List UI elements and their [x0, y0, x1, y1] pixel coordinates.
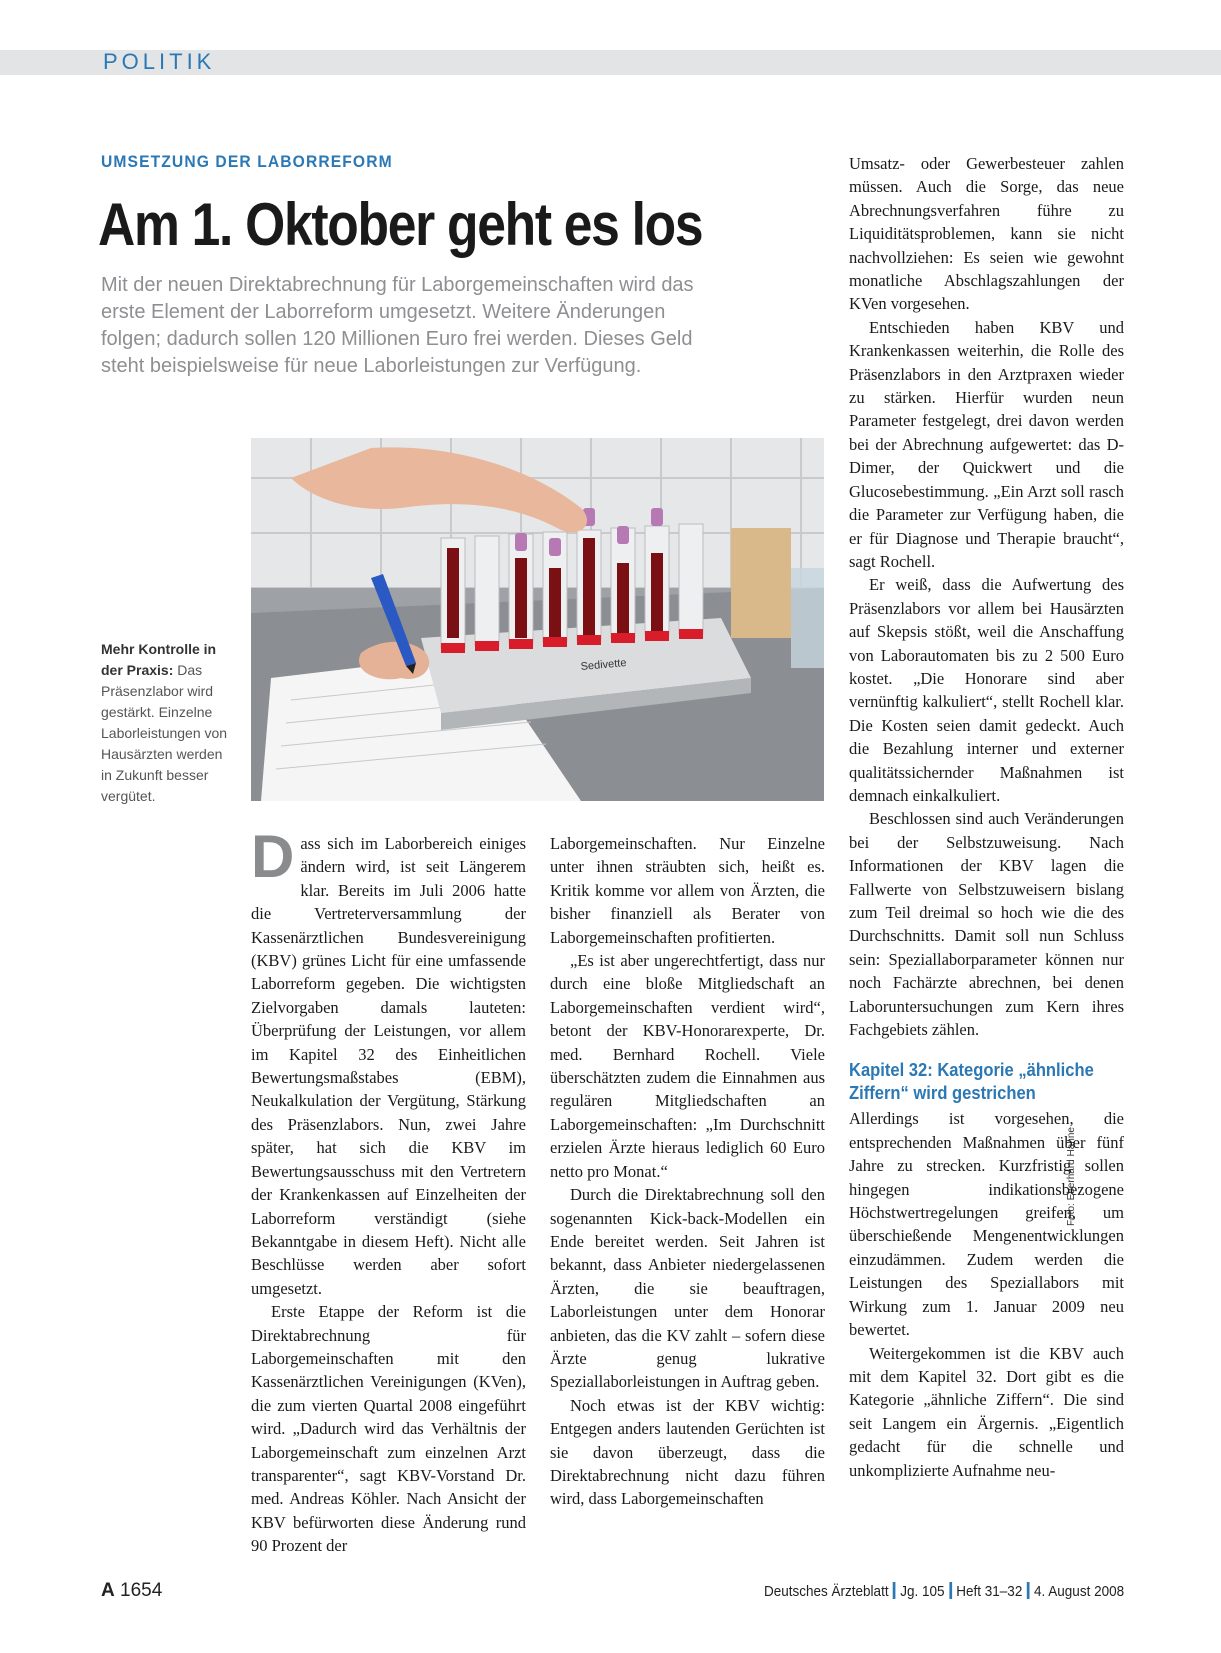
- paragraph: Durch die Direktabrechnung soll den sogenannten Kick-back-Modellen ein Ende bereitet werden. Seit Jahren ist bekannt, dass Anbieter niedergelassenen Ärzten, die sie beauftragen, Laborleistungen unter dem Honorar anbieten, das die KV zahlt – sofern diese Ärzte genug lukrative Speziallaborleistungen in Auftrag geben.: [550, 1185, 825, 1392]
- paragraph: Weitergekommen ist die KBV auch mit dem Kapitel 32. Dort gibt es die Kategorie „ähnliche Ziffern“. Die sind seit Langem ein Ärgernis. „Eigentlich gedacht für die schnelle und unkomplizierte Aufnahme neu-: [849, 1343, 1124, 1480]
- caption-text: Das Präsenzlabor wird gestärkt. Einzelne Laborleistungen von Hausärzten werden in Zukunft besser vergütet.: [101, 662, 228, 804]
- journal-name: Deutsches Ärzteblatt: [763, 1583, 889, 1600]
- photo-credit: Foto: Eberhard Hahne: [1066, 1127, 1077, 1226]
- article-headline: Am 1. Oktober geht es los: [98, 191, 703, 258]
- lead-line: Mit der neuen Direktabrechnung für Laborgemeinschaften wird das: [101, 274, 694, 296]
- footer-separator: [893, 1582, 896, 1599]
- lead-line: erste Element der Laborreform umgesetzt. Weitere Änderungen: [101, 301, 666, 323]
- paragraph: Erste Etappe der Reform ist die Direktabrechnung für Laborgemeinschaften mit den Kassenärztlichen Vereinigungen (KVen), die zum vierten Quartal 2008 eingeführt wird. „Dadurch wird das Verhältnis der Laborgemeinschaft zum einzelnen Arzt transparenter“, sagt KBV-Vorstand Dr. med. Andreas Köhler. Nach Ansicht der KBV befürworten diese Änderung rund 90 Prozent der: [251, 1302, 526, 1556]
- page-prefix: A: [101, 1580, 115, 1601]
- paragraph: Umsatz- oder Gewerbesteuer zahlen müssen. Auch die Sorge, das neue Abrechnungsverfahren führe zu Liquiditätsproblemen, kann sie nicht nachvollziehen: Es seien wie gewohnt monatliche Abschlagszahlungen der KVen vorgesehen.: [849, 154, 1124, 314]
- paragraph: Beschlossen sind auch Veränderungen bei der Selbstzuweisung. Nach Informationen der KBV lagen die Fallwerte von Selbstzuweisern bislang zum Teil dreimal so hoch wie die des Durchschnitts. Damit soll nun Schluss sein: Speziallaborparameter können nur noch Fachärzte abrechnen, bei denen Laboruntersuchungen zum Kern ihres Fachgebiets zählen.: [849, 809, 1124, 1040]
- journal-footer: [764, 1582, 1124, 1600]
- article-column-1: [251, 823, 526, 1558]
- drop-cap: D: [251, 823, 295, 890]
- article-kicker: UMSETZUNG DER LABORREFORM: [101, 152, 393, 171]
- footer-separator: [949, 1582, 952, 1599]
- footer-separator: [1027, 1582, 1030, 1599]
- page-number: [101, 1580, 162, 1602]
- caption-title: Mehr Kontrolle in der Praxis:: [101, 641, 217, 678]
- paragraph: Allerdings ist vorgesehen, die entsprechenden Maßnahmen über fünf Jahre zu strecken. Kurzfristig sollen hingegen indikationsbezogene Höchstwertregelungen greifen, um überschießende Mengenentwicklungen einzudämmen. Zudem werden die Leistungen des Speziallabors mit Wirkung zum 1. Januar 2009 neu bewertet.: [849, 1109, 1124, 1340]
- lead-line: steht beispielsweise für neue Laborleistungen zur Verfügung.: [101, 355, 642, 377]
- article-column-2: [550, 832, 825, 1511]
- rack-label: Sedivette: [580, 657, 627, 673]
- paragraph: Noch etwas ist der KBV wichtig: Entgegen anders lautenden Gerüchten ist sie davon überzeugt, dass die Direktabrechnung nicht dazu führen wird, dass Laborgemeinschaften: [550, 1395, 825, 1509]
- paragraph-text: ass sich im Laborbereich einiges ändern wird, ist seit Längerem klar. Bereits im Juli 2006 hatte die Vertreterversammlung der Kassenärztlichen Bundesvereinigung (KBV) grünes Licht für eine umfassende Laborreform gegeben. Die wichtigsten Zielvorgaben damals lauteten: Überprüfung der Leistungen, vor allem im Kapitel 32 des Einheitlichen Bewertungsmaßstabes (EBM), Neukalkulation der Vergütung, Stärkung des Präsenzlabors. Nun, zwei Jahre später, hat sich die KBV im Bewertungsausschuss mit den Vertretern der Krankenkassen auf Einzelheiten der Laborreform verständigt (siehe Bekanntgabe in diesem Heft). Nicht alle Beschlüsse werden aber sofort umgesetzt.: [251, 834, 526, 1298]
- page-number-value: 1654: [120, 1580, 163, 1601]
- article-column-3: [849, 152, 1124, 1482]
- article-lead: [101, 272, 801, 380]
- paragraph: Entschieden haben KBV und Krankenkassen weiterhin, die Rolle des Präsenzlabors in den Arztpraxen wieder zu stärken. Hierfür wurden neun Parameter festgelegt, drei davon werden bei der Abrechnung aufgewertet: das D-Dimer, der Quickwert und die Glucosebestimmung. „Ein Arzt soll rasch die Parameter zur Verfügung haben, die er für Diagnose und Therapie braucht“, sagt Rochell.: [849, 317, 1124, 571]
- journal-volume: Jg. 105: [900, 1583, 945, 1600]
- lead-line: folgen; dadurch sollen 120 Millionen Euro frei werden. Dieses Geld: [101, 328, 693, 350]
- photo-caption: [101, 639, 231, 807]
- section-subheading: Kapitel 32: Kategorie „ähnliche Ziffern“ wird gestrichen: [849, 1060, 1094, 1104]
- paragraph: Laborgemeinschaften. Nur Einzelne unter ihnen sträubten sich, heißt es. Kritik komme vor allem von Ärzten, die bisher finanziell als Berater von Laborgemeinschaften profitierten.: [550, 834, 825, 947]
- paragraph: Er weiß, dass die Aufwertung des Präsenzlabors vor allem bei Hausärzten auf Skepsis stößt, weil die Anschaffung von Laborautomaten bis zu 2 500 Euro kostet. „Die Honorare sind aber vernünftig kalkuliert“, stellt Rochell klar. Die Kosten seien damit gedeckt. Auch die Bezahlung interner und externer qualitätssichernder Maßnahmen ist demnach einkalkuliert.: [849, 575, 1124, 805]
- section-label: POLITIK: [103, 49, 216, 74]
- journal-date: 4. August 2008: [1033, 1583, 1124, 1600]
- paragraph: „Es ist aber ungerechtfertigt, dass nur durch eine bloße Mitgliedschaft an Laborgemeinschaften verdient wird“, betont der KBV-Honorarexperte, Dr. med. Bernhard Rochell. Viele überschätzten zudem die Einnahmen aus regulären Mitgliedschaften an Laborgemeinschaften: „Im Durchschnitt erzielen Ärzte hieraus lediglich 60 Euro netto pro Monat.“: [550, 951, 825, 1181]
- journal-issue: Heft 31–32: [956, 1583, 1023, 1600]
- lab-photo-illustration: [251, 438, 824, 801]
- paragraph: [251, 823, 526, 1300]
